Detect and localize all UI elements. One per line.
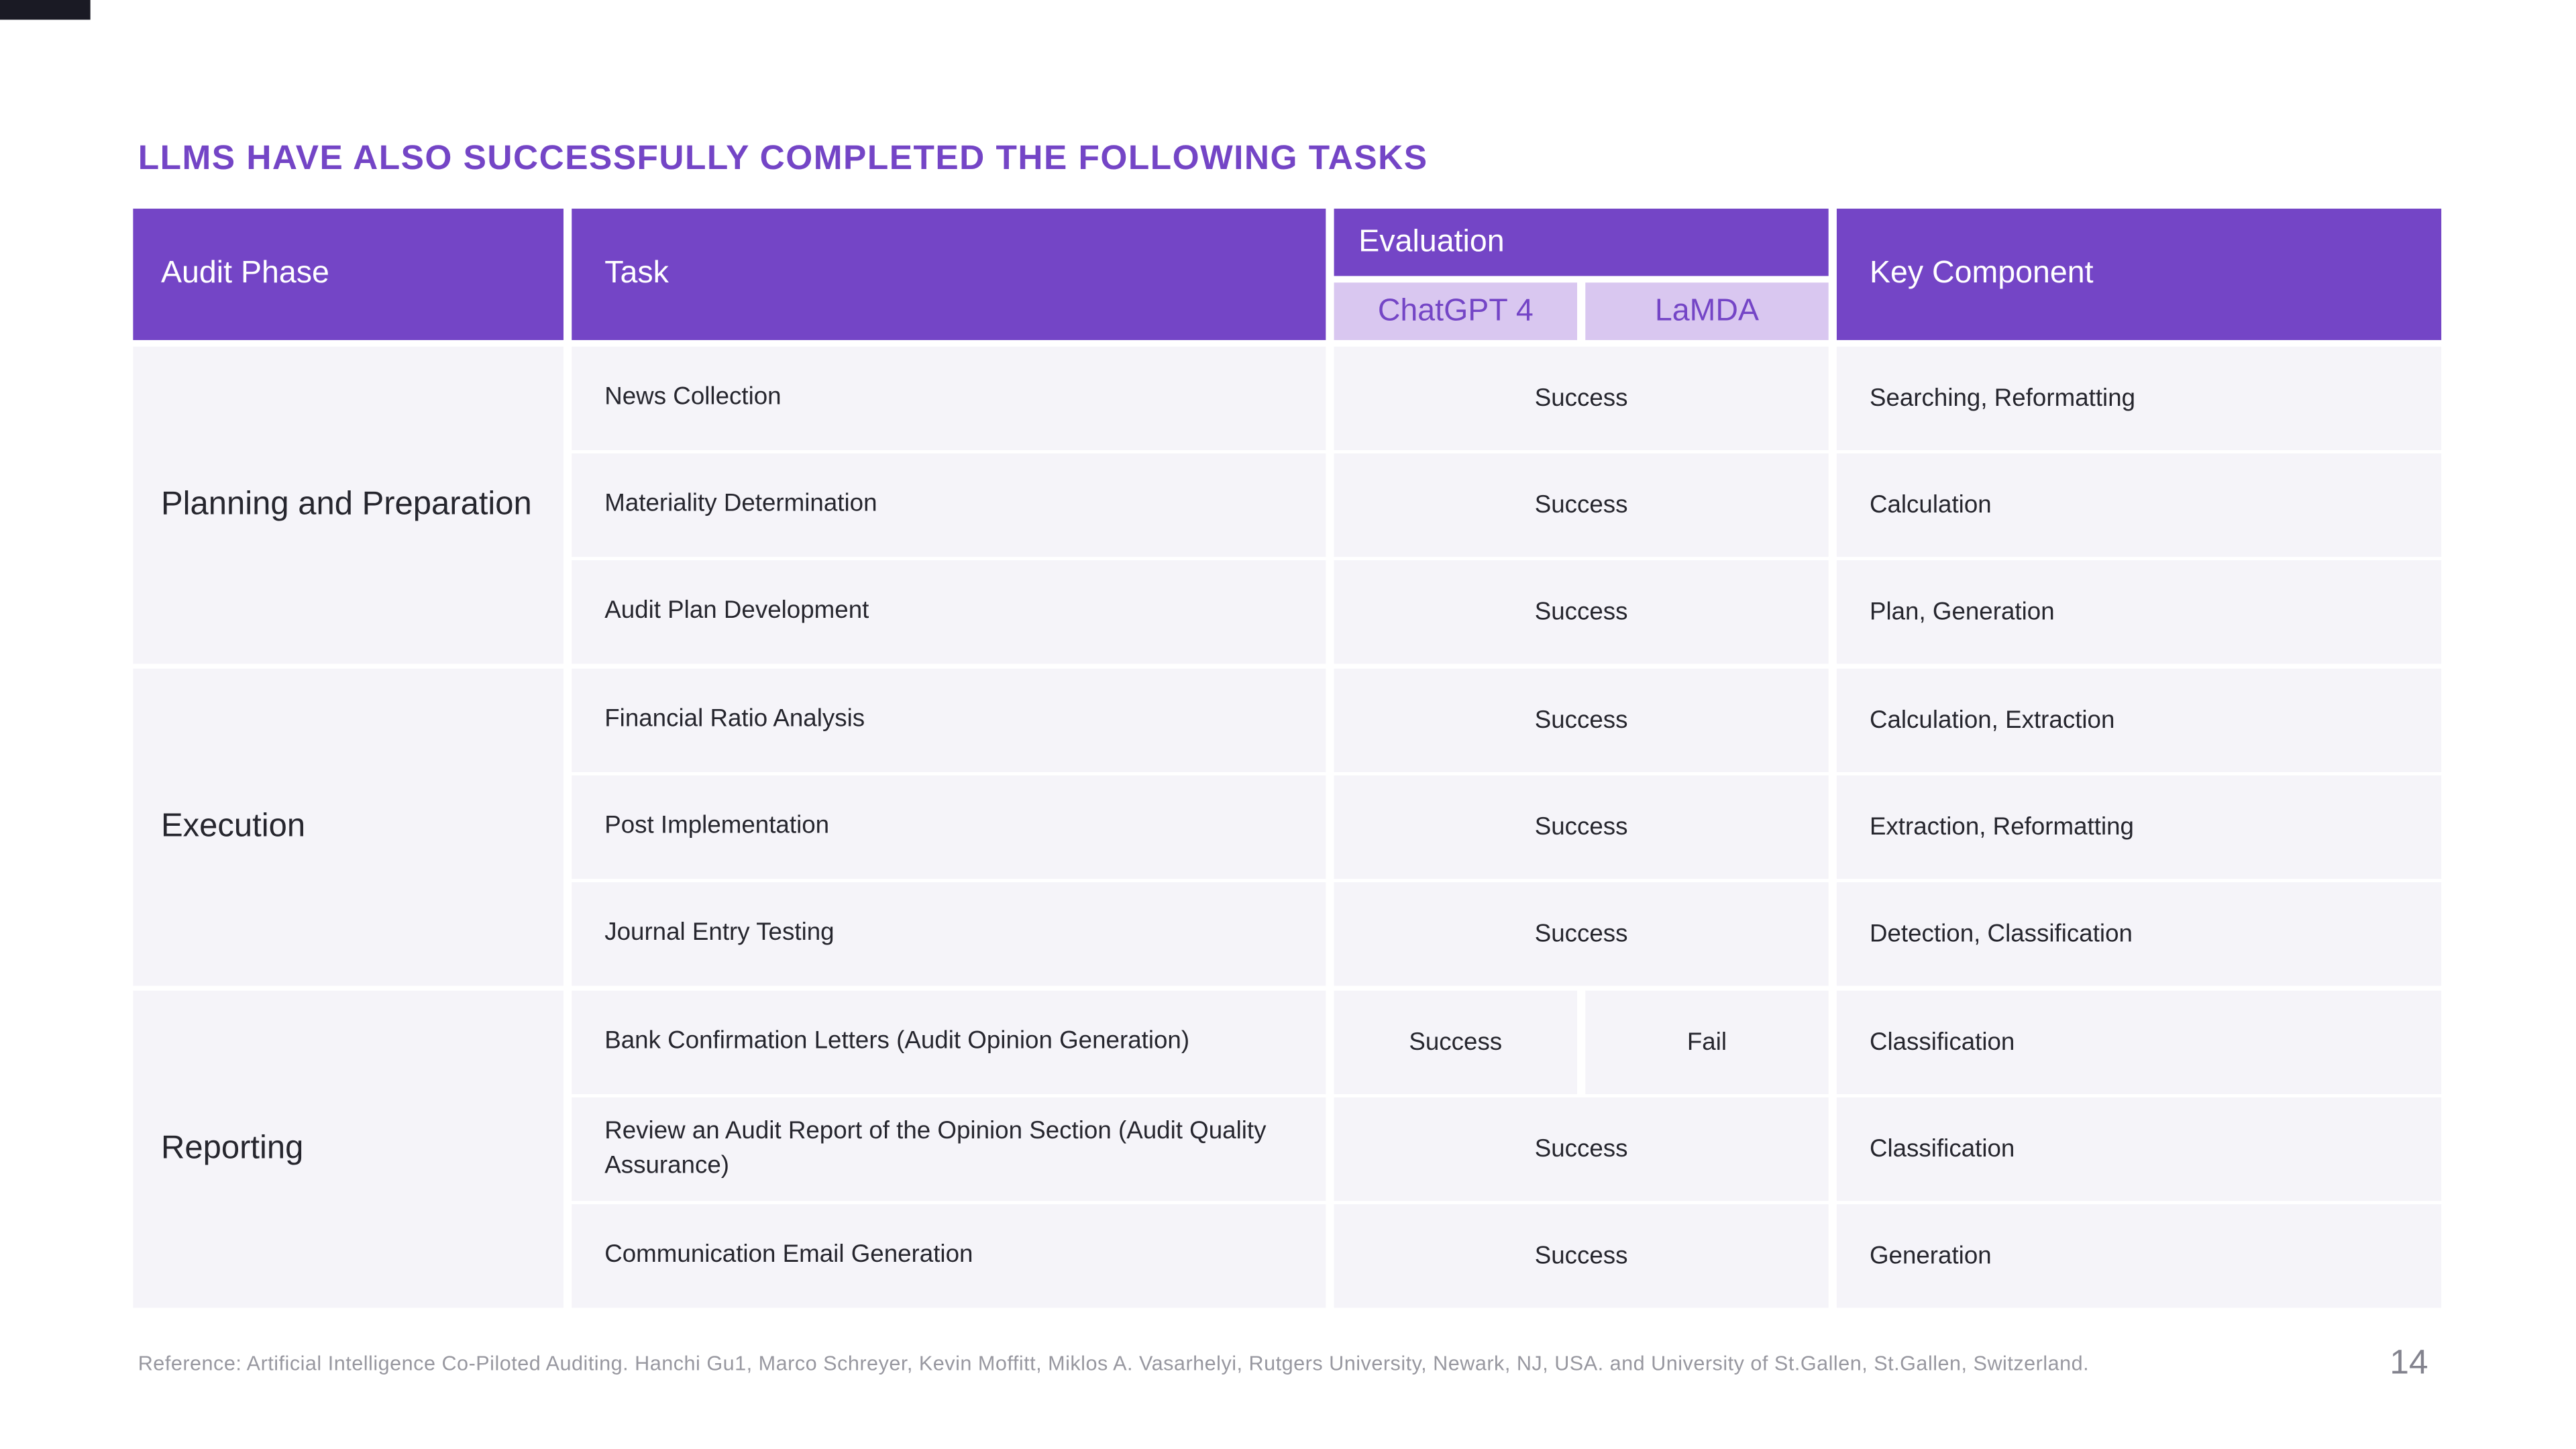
key-component-cell: Classification — [1837, 991, 2441, 1094]
task-cell: Communication Email Generation — [572, 1204, 1326, 1307]
evaluation-cell-lamda: Fail — [1585, 991, 1828, 1094]
page-number: 14 — [2390, 1344, 2428, 1382]
evaluation-cell: Success — [1334, 775, 1829, 879]
evaluation-cell: Success — [1334, 453, 1829, 557]
tasks-table — [133, 209, 2441, 1313]
evaluation-cell: Success — [1334, 347, 1829, 450]
table-header-row — [133, 209, 2441, 340]
phase-cell: Execution — [133, 669, 564, 986]
evaluation-cell: Success — [1334, 560, 1829, 663]
evaluation-cell: Success — [1334, 1097, 1829, 1201]
top-left-accent-bar — [0, 0, 91, 19]
task-cell: Financial Ratio Analysis — [572, 669, 1326, 772]
header-chatgpt4: ChatGPT 4 — [1334, 282, 1577, 340]
key-component-cell: Detection, Classification — [1837, 882, 2441, 985]
task-cell: News Collection — [572, 347, 1326, 450]
evaluation-cell: Success — [1334, 669, 1829, 772]
phase-group-planning — [133, 347, 2441, 664]
evaluation-subheaders — [1334, 282, 1829, 340]
task-cell: Review an Audit Report of the Opinion Section (Audit Quality Assurance) — [572, 1097, 1326, 1201]
task-cell: Materiality Determination — [572, 453, 1326, 557]
key-component-cell: Calculation — [1837, 453, 2441, 557]
key-component-cell: Generation — [1837, 1204, 2441, 1307]
evaluation-cell: Success — [1334, 1204, 1829, 1307]
evaluation-cell-chatgpt4: Success — [1334, 991, 1577, 1094]
header-key-component: Key Component — [1837, 209, 2441, 340]
header-evaluation-group — [1334, 209, 1829, 340]
phase-group-reporting — [133, 991, 2441, 1308]
header-lamda: LaMDA — [1585, 282, 1828, 340]
phase-cell: Planning and Preparation — [133, 347, 564, 664]
slide-footer — [133, 1344, 2441, 1383]
slide-title: LLMS HAVE ALSO SUCCESSFULLY COMPLETED THE FOLLOWING TASKS — [138, 140, 1428, 178]
key-component-cell: Extraction, Reformatting — [1837, 775, 2441, 879]
phase-group-execution — [133, 669, 2441, 986]
phase-cell: Reporting — [133, 991, 564, 1308]
evaluation-cell: Success — [1334, 882, 1829, 985]
task-cell: Audit Plan Development — [572, 560, 1326, 663]
task-cell: Post Implementation — [572, 775, 1326, 879]
task-cell: Journal Entry Testing — [572, 882, 1326, 985]
key-component-cell: Searching, Reformatting — [1837, 347, 2441, 450]
key-component-cell: Classification — [1837, 1097, 2441, 1201]
key-component-cell: Plan, Generation — [1837, 560, 2441, 663]
reference-text: Reference: Artificial Intelligence Co-Piloted Auditing. Hanchi Gu1, Marco Schreyer, Kevin Moffitt, Miklos A. Vasarhelyi, Rutgers University, Newark, NJ, USA. and University of St.Gallen, St.Gallen, Switzerland. — [138, 1352, 2090, 1375]
header-evaluation: Evaluation — [1334, 209, 1829, 276]
key-component-cell: Calculation, Extraction — [1837, 669, 2441, 772]
header-task: Task — [572, 209, 1326, 340]
header-audit-phase: Audit Phase — [133, 209, 564, 340]
task-cell: Bank Confirmation Letters (Audit Opinion Generation) — [572, 991, 1326, 1094]
